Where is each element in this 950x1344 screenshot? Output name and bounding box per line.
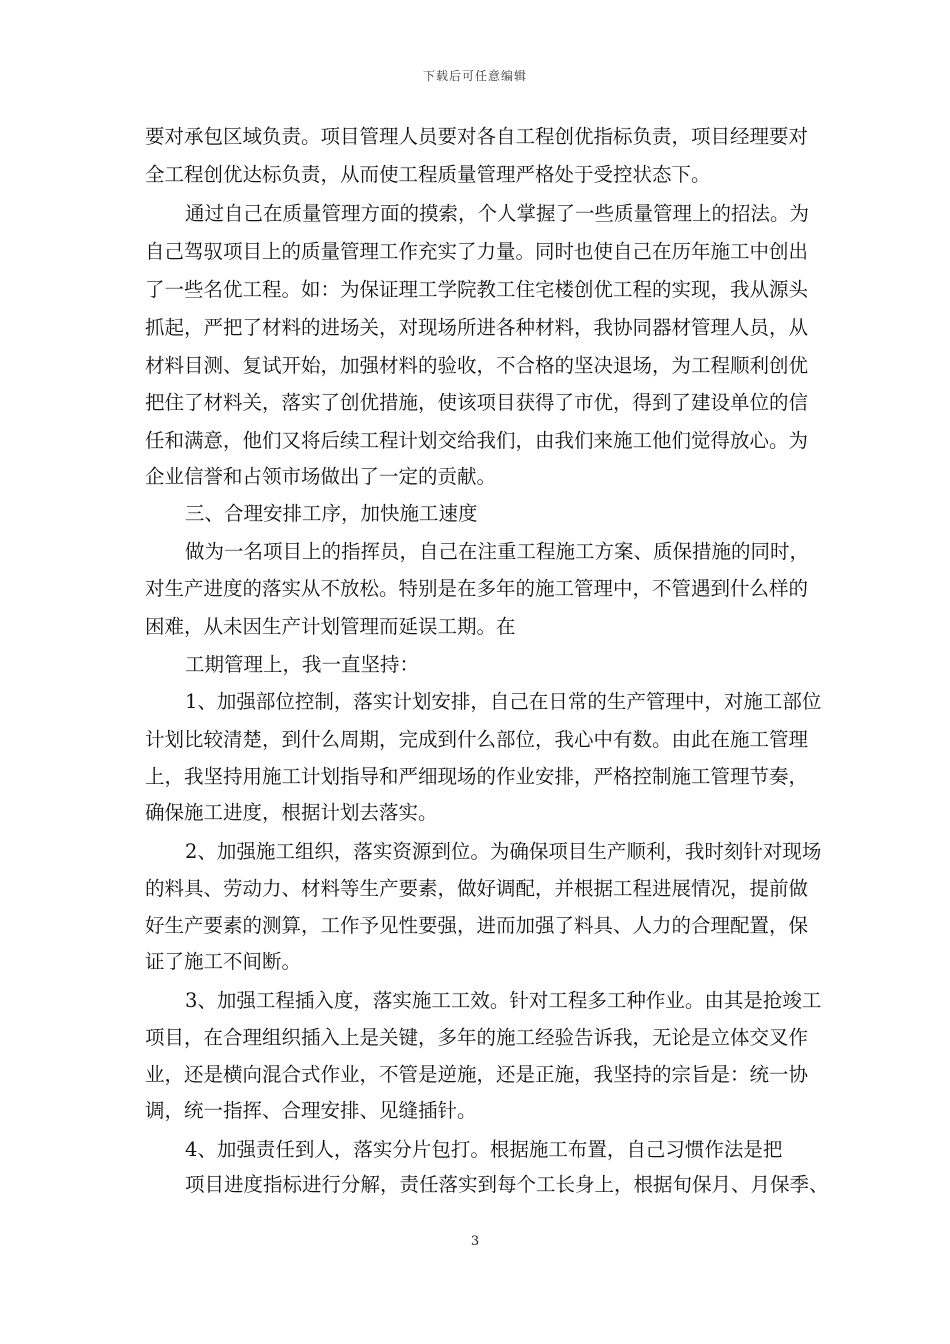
- body-line: 调，统一指挥、合理安排、见缝插针。: [145, 1099, 477, 1122]
- body-line: 要对承包区域负责。项目管理人员要对各自工程创优指标负责，项目经理要对: [145, 125, 809, 148]
- body-line: 做为一名项目上的指挥员，自己在注重工程施工方案、质保措施的同时，: [185, 540, 810, 563]
- body-line: 证了施工不间断。: [145, 950, 302, 973]
- body-line: 任和满意，他们又将后续工程计划交给我们，由我们来施工他们觉得放心。为: [145, 429, 809, 452]
- body-line: 自己驾驭项目上的质量管理工作充实了力量。同时也使自己在历年施工中创出: [145, 240, 809, 263]
- body-line: 3、加强工程插入度，落实施工工效。针对工程多工种作业。由其是抢竣工: [185, 989, 822, 1012]
- body-line: 把住了材料关，落实了创优措施，使该项目获得了市优，得到了建设单位的信: [145, 391, 809, 414]
- body-line: 项目，在合理组织插入上是关键，多年的施工经验告诉我，无论是立体交叉作: [145, 1026, 809, 1049]
- body-line: 通过自己在质量管理方面的摸索，个人掌握了一些质量管理上的招法。为: [185, 202, 810, 225]
- body-line: 4、加强责任到人，落实分片包打。根据施工布置，自己习惯作法是把: [185, 1138, 783, 1161]
- body-line: 2、加强施工组织，落实资源到位。为确保项目生产顺利，我时刻针对现场: [185, 840, 822, 863]
- body-line: 材料目测、复试开始，加强材料的验收，不合格的坚决退场，为工程顺利创优: [145, 354, 809, 377]
- body-line: 了一些名优工程。如：为保证理工学院教工住宅楼创优工程的实现，我从源头: [145, 278, 809, 301]
- body-line: 的料具、劳动力、材料等生产要素，做好调配，并根据工程进展情况，提前做: [145, 877, 809, 900]
- body-line: 对生产进度的落实从不放松。特别是在多年的施工管理中，不管遇到什么样的: [145, 577, 809, 600]
- body-line: 计划比较清楚，到什么周期，完成到什么部位，我心中有数。由此在施工管理: [145, 728, 809, 751]
- body-line: 项目进度指标进行分解，责任落实到每个工长身上，根据旬保月、月保季、: [185, 1173, 829, 1196]
- body-line: 业，还是横向混合式作业，不管是逆施，还是正施，我坚持的宗旨是：统一协: [145, 1063, 809, 1086]
- body-line: 困难，从未因生产计划管理而延误工期。在: [145, 615, 516, 638]
- page-header: 下载后可任意编辑: [422, 69, 527, 83]
- body-line: 抓起，严把了材料的进场关，对现场所进各种材料，我协同器材管理人员，从: [145, 316, 809, 339]
- page-number: 3: [470, 1234, 480, 1249]
- body-line: 全工程创优达标负责，从而使工程质量管理严格处于受控状态下。: [145, 163, 711, 186]
- body-line: 工期管理上，我一直坚持：: [185, 653, 420, 676]
- body-line: 确保施工进度，根据计划去落实。: [145, 801, 438, 824]
- body-line: 好生产要素的测算，工作予见性要强，进而加强了料具、人力的合理配置，保: [145, 914, 809, 937]
- body-line: 上，我坚持用施工计划指导和严细现场的作业安排，严格控制施工管理节奏，: [145, 765, 809, 788]
- body-line: 1、加强部位控制，落实计划安排，自己在日常的生产管理中，对施工部位: [185, 690, 822, 713]
- body-line: 企业信誉和占领市场做出了一定的贡献。: [145, 465, 497, 488]
- section-heading: 三、合理安排工序，加快施工速度: [185, 502, 478, 525]
